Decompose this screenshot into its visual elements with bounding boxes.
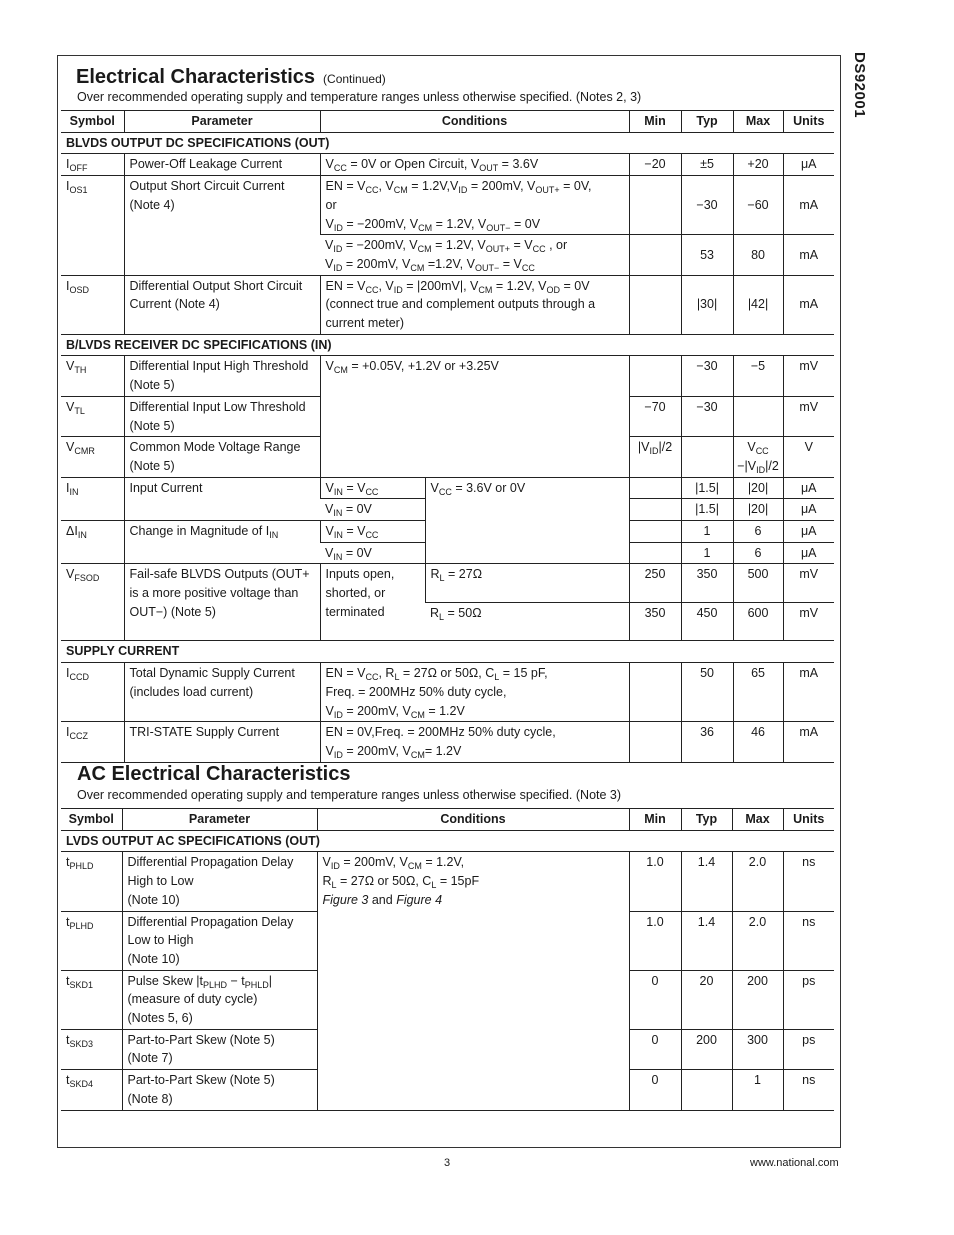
symbol-vfsod: $V_{FSOD}$: [61, 564, 124, 641]
table-row: $I_{CCD}$ Total Dynamic Supply Current (includes load current) EN = $V_{CC}$, $R_L = 27\Omega$ or 50Ω, $C_L = 15$ pF, Freq. = 200MHz 50% duty cycle, $V_{ID} = 200mV$, $V_{CM} = 1.2V$ 50 65 mA: [61, 663, 834, 722]
header-conditions: Conditions: [320, 111, 629, 133]
table-row: $V_{TH}$ Differential Input High Threshold (Note 5) $V_{CM} = +0.05V$, +1.2V or +3.25V −30 −5 mV: [61, 356, 834, 396]
symbol-iccd: $I_{CCD}$: [66, 666, 89, 683]
table-row: $t_{SKD1}$ Pulse Skew $|t_{PLHD} - t_{PHLD}|$ (measure of duty cycle) (Notes 5, 6) 0 20 200 ps: [61, 970, 834, 1029]
header-min: Min: [629, 111, 681, 133]
header-conditions: Conditions: [317, 809, 629, 831]
header-parameter: Parameter: [122, 809, 317, 831]
table-row: $I_{OFF}$ Power-Off Leakage Current $V_{CC} = 0V$ or Open Circuit, $V_{OUT} = 3.6V$ −20 ±5 +20 μA: [61, 154, 834, 176]
table-row: $I_{OSD}$ Differential Output Short Circuit Current (Note 4) EN = $V_{CC}$, $V_{ID} = |200mV|$, $V_{CM} = 1.2V$, $V_{OD} = 0V$ (connect true and complement outputs through a current meter) |30| |42| mA: [61, 275, 834, 334]
symbol-ios1: $I_{OS1}$: [61, 176, 124, 276]
symbol-iin: $I_{IN}$: [61, 477, 124, 520]
header-units: Units: [783, 809, 834, 831]
symbol-vth: $V_{TH}$: [66, 359, 87, 376]
symbol-tskd3: $t_{SKD3}$: [66, 1032, 93, 1049]
symbol-vcmr: $V_{CMR}$: [66, 440, 95, 457]
group-row: SUPPLY CURRENT: [61, 641, 834, 663]
symbol-tskd4: $t_{SKD4}$: [61, 1070, 122, 1110]
table-row: $I_{CCZ}$ TRI-STATE Supply Current EN = 0V,Freq. = 200MHz 50% duty cycle, $V_{ID} = 200mV$, $V_{CM}= 1.2V$ 36 46 mA: [61, 722, 834, 762]
table-row: $t_{SKD3}$ Part-to-Part Skew (Note 5) (Note 7) 0 200 300 ps: [61, 1029, 834, 1069]
dc-characteristics-table: [61, 110, 834, 763]
table-row: $R_L = 50\Omega$ 350 450 600 mV: [61, 603, 834, 641]
group-row: BLVDS OUTPUT DC SPECIFICATIONS (OUT): [61, 132, 834, 154]
table-row: $V_{IN} = 0V$ |1.5| |20| μA: [61, 499, 834, 521]
header-units: Units: [783, 111, 834, 133]
symbol-vtl: $V_{TL}$: [66, 399, 85, 416]
table-header-row: [61, 111, 834, 133]
header-max: Max: [733, 111, 783, 133]
symbol-tphld: $t_{PHLD}$: [66, 855, 94, 872]
ac-characteristics-table: [61, 808, 834, 1111]
continued-note: (Continued): [323, 72, 386, 86]
group-row: LVDS OUTPUT AC SPECIFICATIONS (OUT): [61, 830, 834, 852]
symbol-iccz: $I_{CCZ}$: [61, 722, 124, 762]
table-row: $V_{IN} = 0V$ 1 6 μA: [61, 542, 834, 564]
header-max: Max: [732, 809, 783, 831]
symbol-ioff: $I_{OFF}$: [66, 157, 88, 174]
table-row: $t_{SKD4}$ Part-to-Part Skew (Note 5) (Note 8) 0 1 ns: [61, 1070, 834, 1110]
header-typ: Typ: [681, 809, 732, 831]
table-row: $V_{TL}$ Differential Input Low Threshold (Note 5) −70 −30 mV: [61, 396, 834, 436]
symbol-tskd1: $t_{SKD1}$: [66, 973, 93, 990]
table-row: $I_{IN}$ Input Current $V_{IN} = V_{CC}$ $V_{CC} = 3.6V$ or 0V |1.5| |20| μA: [61, 477, 834, 499]
section-title: [76, 65, 386, 91]
document-id-label: DS92001: [851, 52, 868, 119]
ac-section-subtitle: Over recommended operating supply and temperature ranges unless otherwise specified. (Note 3): [77, 788, 622, 802]
header-typ: Typ: [681, 111, 733, 133]
header-symbol: Symbol: [61, 111, 124, 133]
header-parameter: Parameter: [124, 111, 320, 133]
table-row: $t_{PHLD}$ Differential Propagation Delay High to Low (Note 10) $V_{ID} = 200mV$, $V_{CM} = 1.2V$, $R_L = 27\Omega$ or 50Ω, $C_L = 15pF$ Figure 3 and Figure 4 1.0 1.4 2.0 ns: [61, 852, 834, 911]
ac-section-title: AC Electrical Characteristics: [77, 763, 351, 785]
header-min: Min: [629, 809, 681, 831]
table-row: $t_{PLHD}$ Differential Propagation Delay Low to High (Note 10) 1.0 1.4 2.0 ns: [61, 911, 834, 970]
page-number: 3: [444, 1157, 451, 1169]
table-row: $I_{OS1}$ Output Short Circuit Current (Note 4) EN = $V_{CC}$, $V_{CM} = 1.2V,V_{ID} = 200mV$, $V_{OUT+} = 0V$, or $V_{ID} = -200mV$, $V_{CM} = 1.2V$, $V_{OUT-} = 0V$ −30 −60 mA: [61, 176, 834, 235]
table-row: $V_{FSOD}$ Fail-safe BLVDS Outputs (OUT+ is a more positive voltage than OUT−) (Note 5) Inputs open, shorted, or terminated $R_L = 27\Omega$ 250 350 500 mV: [61, 564, 834, 603]
section-subtitle: Over recommended operating supply and temperature ranges unless otherwise specified. (Notes 2, 3): [77, 90, 642, 104]
header-symbol: Symbol: [61, 809, 122, 831]
group-row: B/LVDS RECEIVER DC SPECIFICATIONS (IN): [61, 334, 834, 356]
table-row: $V_{ID} = -200mV$, $V_{CM} = 1.2V$, $V_{OUT+} = V_{CC}$ , or $V_{ID} = 200mV$, $V_{CM} =1.2V$, $V_{OUT-} = V_{CC}$ 53 80 mA: [61, 235, 834, 275]
symbol-delta-iin: $\Delta I_{IN}$: [61, 521, 124, 564]
table-header-row: [61, 809, 834, 831]
symbol-tplhd: $t_{PLHD}$: [66, 914, 94, 931]
footer-url: www.national.com: [750, 1157, 839, 1169]
table-row: $V_{CMR}$ Common Mode Voltage Range (Note 5) $|V_{ID}|/2$ $V_{CC}$ $-|V_{ID}|/2$ V: [61, 437, 834, 477]
table-row: $\Delta I_{IN}$ Change in Magnitude of $I_{IN}$ $V_{IN} = V_{CC}$ 1 6 μA: [61, 521, 834, 543]
section-title-text: Electrical Characteristics: [76, 66, 316, 88]
symbol-iosd: $I_{OSD}$: [66, 278, 89, 295]
